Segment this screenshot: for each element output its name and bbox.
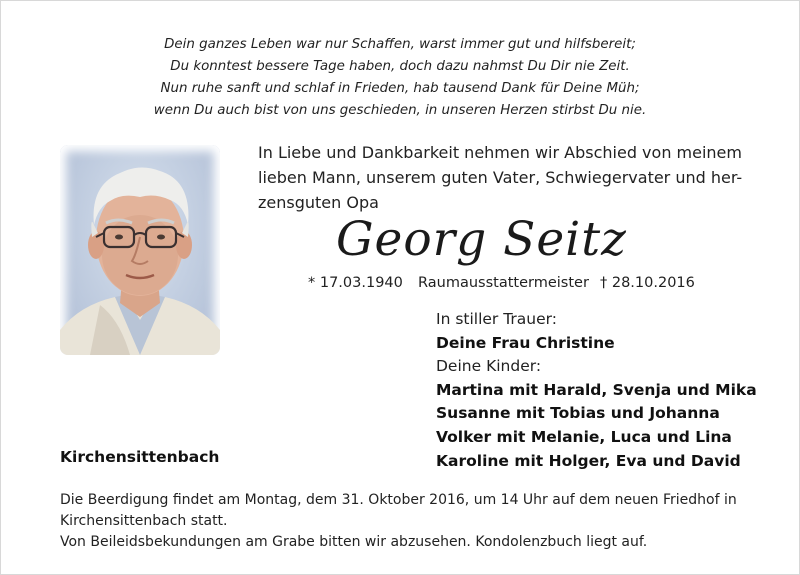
poem-line: Dein ganzes Leben war nur Schaffen, warst immer gut und hilfsbereit; — [164, 37, 636, 52]
death-date: † 28.10.2016 — [600, 275, 695, 291]
portrait-illustration — [60, 145, 220, 355]
wife-name: Deine Frau Christine — [436, 333, 615, 352]
mourning-intro: In stiller Trauer: — [436, 310, 557, 328]
portrait-photo — [60, 145, 220, 355]
child-family: Susanne mit Tobias und Johanna — [436, 404, 720, 423]
intro-line: zensguten Opa — [258, 193, 379, 212]
child-family: Martina mit Harald, Svenja und Mika — [436, 380, 757, 399]
footer-line: Die Beerdigung findet am Montag, dem 31. Oktober 2016, um 14 Uhr auf dem neuen Friedhof in — [60, 492, 737, 508]
funeral-notice — [60, 490, 760, 553]
poem-line: Nun ruhe sanft und schlaf in Frieden, hab tausend Dank für Deine Müh; — [160, 81, 640, 96]
intro-line: In Liebe und Dankbarkeit nehmen wir Abschied von meinem — [258, 143, 742, 162]
intro-line: lieben Mann, unserem guten Vater, Schwiegervater und her- — [258, 168, 743, 187]
footer-line: Von Beileidsbekundungen am Grabe bitten wir abzusehen. Kondolenzbuch liegt auf. — [60, 534, 648, 550]
deceased-name: Georg Seitz — [336, 212, 627, 267]
mourners-list — [436, 308, 757, 473]
children-label: Deine Kinder: — [436, 357, 542, 376]
child-family: Karoline mit Holger, Eva und David — [436, 451, 741, 470]
child-family: Volker mit Melanie, Luca und Lina — [436, 427, 732, 446]
poem — [0, 34, 800, 122]
place-name: Kirchensittenbach — [60, 448, 220, 466]
profession: Raumausstattermeister — [418, 275, 589, 291]
intro-text — [258, 140, 758, 215]
poem-line: Du konntest bessere Tage haben, doch dazu nahmst Du Dir nie Zeit. — [170, 59, 630, 74]
birth-date: * 17.03.1940 — [308, 275, 403, 291]
footer-line: Kirchensittenbach statt. — [60, 513, 228, 529]
poem-line: wenn Du auch bist von uns geschieden, in unseren Herzen stirbst Du nie. — [153, 103, 647, 118]
